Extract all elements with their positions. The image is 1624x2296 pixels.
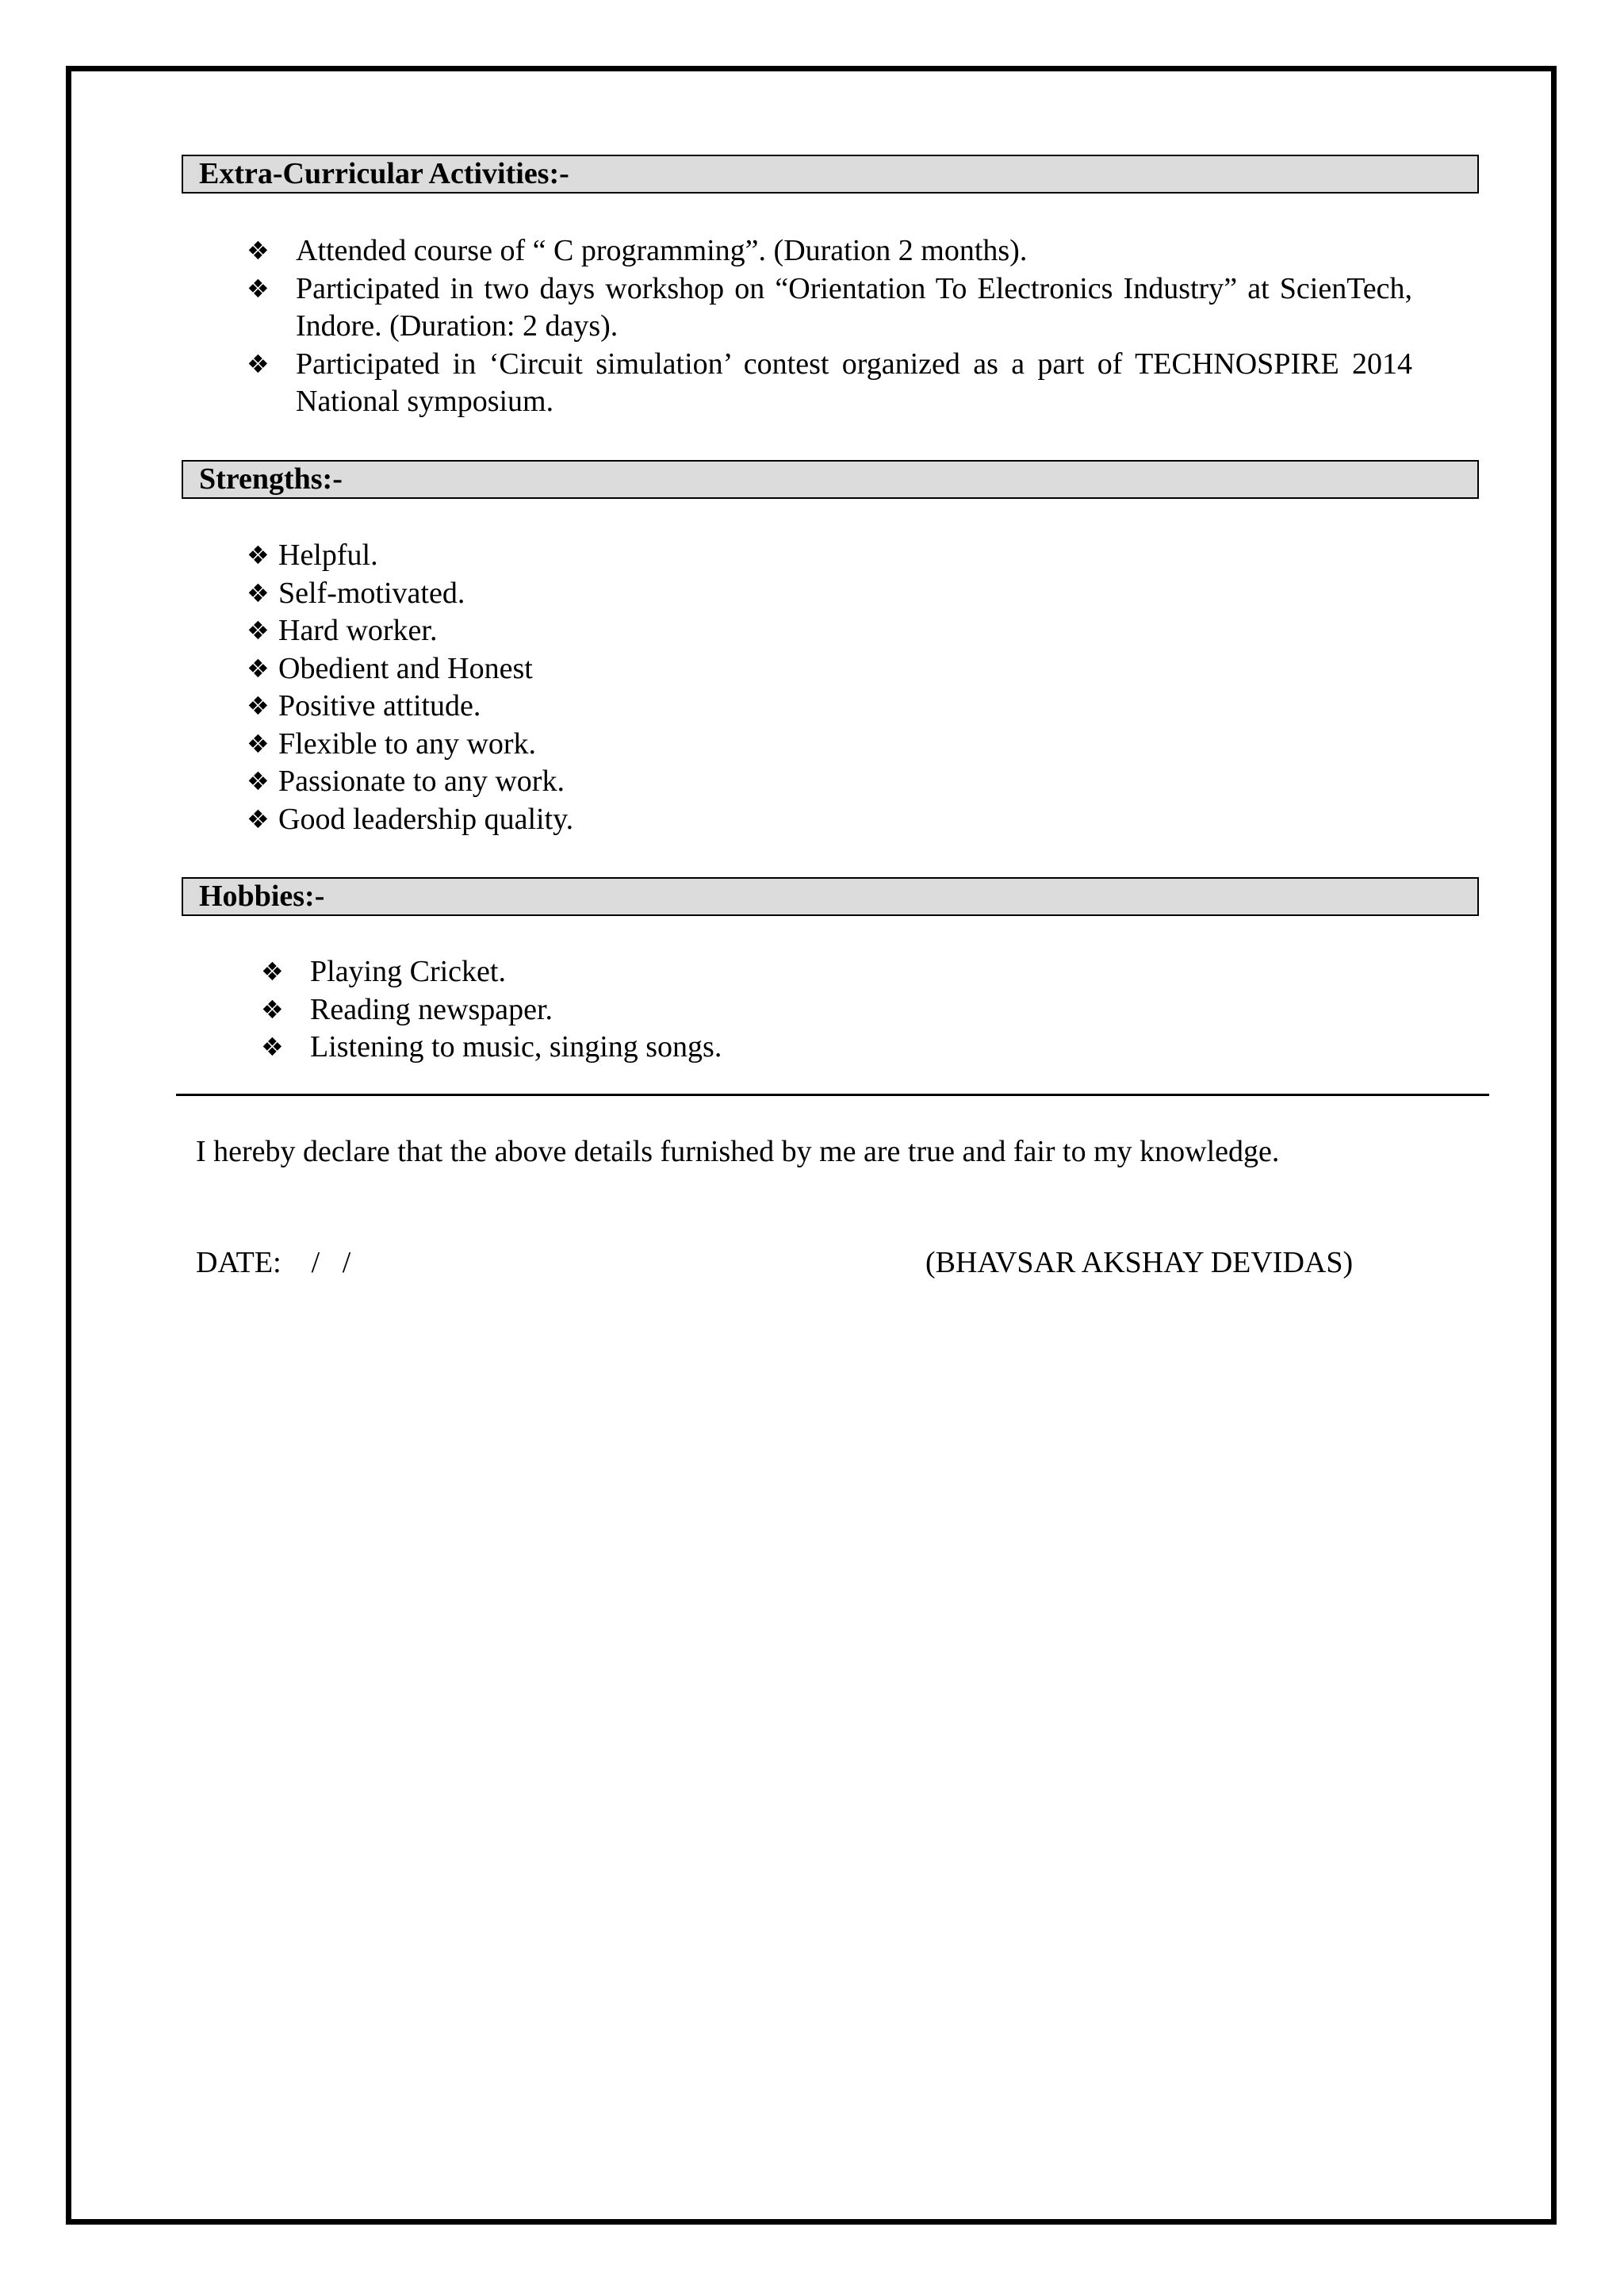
horizontal-divider [176, 1094, 1489, 1096]
extra-curricular-title: Extra-Curricular Activities:- [199, 157, 569, 190]
diamond-bullet-icon: ❖ [247, 540, 270, 570]
list-item [247, 575, 1040, 613]
list-item-text: Good leadership quality. [278, 802, 574, 836]
list-item [247, 537, 1040, 575]
list-item-text: Participated in two days workshop on “Orientation To Electronics Industry” at ScienTech, Indore. (Duration: 2 days). [296, 271, 1412, 343]
list-item-text: Flexible to any work. [278, 726, 537, 761]
list-item [261, 1029, 1054, 1067]
diamond-bullet-icon: ❖ [247, 728, 270, 759]
list-item [247, 801, 1040, 839]
diamond-bullet-icon: ❖ [247, 348, 270, 379]
list-item-text: Participated in ‘Circuit simulation’ contest organized as a part of TECHNOSPIRE 2014 National symposium. [296, 347, 1412, 418]
list-item-text: Attended course of “ C programming”. (Duration 2 months). [296, 234, 1028, 267]
diamond-bullet-icon: ❖ [247, 653, 270, 684]
diamond-bullet-icon: ❖ [247, 615, 270, 646]
diamond-bullet-icon: ❖ [247, 766, 270, 796]
hobbies-title: Hobbies:- [199, 880, 325, 913]
diamond-bullet-icon: ❖ [261, 956, 284, 987]
list-item [247, 726, 1040, 764]
date-label: DATE: / / [196, 1246, 351, 1279]
hobbies-header [182, 877, 1479, 916]
list-item [261, 953, 1054, 991]
diamond-bullet-icon: ❖ [261, 1032, 284, 1062]
signature-name: (BHAVSAR AKSHAY DEVIDAS) [925, 1246, 1354, 1279]
diamond-bullet-icon: ❖ [247, 236, 270, 266]
list-item [247, 346, 1412, 421]
list-item-text: Reading newspaper. [310, 992, 553, 1026]
list-item-text: Listening to music, singing songs. [310, 1030, 722, 1064]
diamond-bullet-icon: ❖ [261, 994, 284, 1025]
strengths-title: Strengths:- [199, 462, 343, 496]
diamond-bullet-icon: ❖ [247, 577, 270, 608]
list-item-text: Helpful. [278, 539, 378, 572]
strengths-list [247, 537, 1040, 838]
list-item-text: Passionate to any work. [278, 765, 565, 798]
list-item-text: Positive attitude. [278, 689, 481, 723]
list-item [261, 991, 1054, 1029]
list-item [247, 232, 1412, 270]
diamond-bullet-icon: ❖ [247, 691, 270, 721]
extra-curricular-list [247, 232, 1412, 421]
diamond-bullet-icon: ❖ [247, 273, 270, 304]
list-item-text: Playing Cricket. [310, 955, 506, 988]
list-item [247, 650, 1040, 688]
list-item [247, 270, 1412, 346]
hobbies-list [261, 953, 1054, 1067]
declaration-text: I hereby declare that the above details furnished by me are true and fair to my knowledge. [196, 1135, 1280, 1168]
list-item-text: Self-motivated. [278, 576, 465, 610]
list-item-text: Hard worker. [278, 614, 438, 647]
list-item [247, 688, 1040, 726]
diamond-bullet-icon: ❖ [247, 803, 270, 834]
extra-curricular-header [182, 155, 1479, 194]
list-item-text: Obedient and Honest [278, 651, 533, 685]
strengths-header [182, 460, 1479, 499]
list-item [247, 763, 1040, 801]
list-item [247, 612, 1040, 650]
